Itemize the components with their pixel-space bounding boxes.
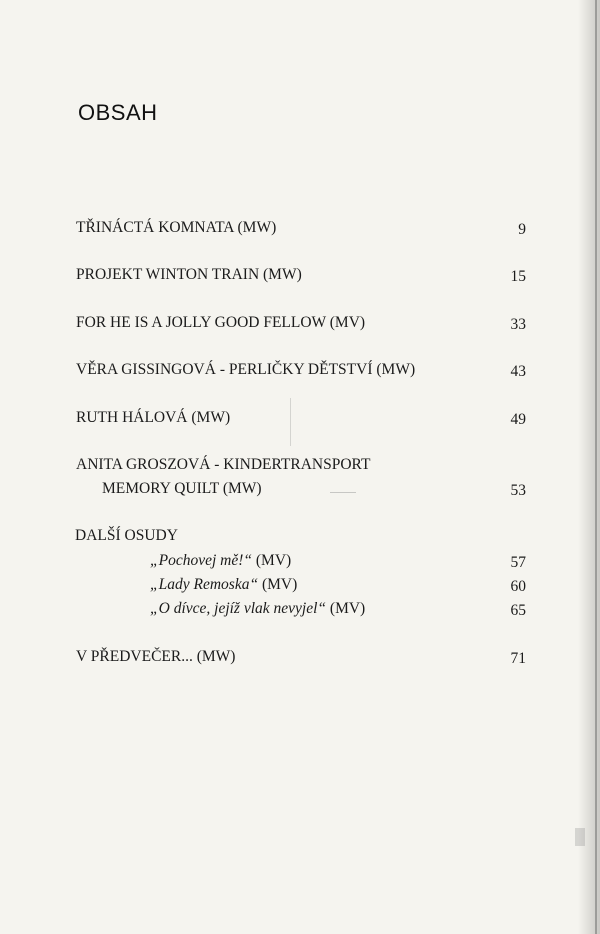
toc-entry-label-continued: MEMORY QUILT (MW)	[102, 480, 262, 497]
toc-subentry-author: (MV)	[252, 552, 292, 569]
toc-page-number: 9	[518, 221, 526, 238]
toc-subentry-author: (MV)	[326, 600, 366, 617]
toc-entry-label: TŘINÁCTÁ KOMNATA (MW)	[76, 219, 277, 236]
toc-page-number: 60	[510, 578, 526, 595]
page-title: OBSAH	[78, 100, 158, 125]
scan-mark	[290, 398, 291, 446]
toc-subentry-author: (MV)	[258, 576, 298, 593]
toc-page-number: 43	[510, 363, 526, 380]
toc-subentry	[150, 599, 365, 619]
toc-entry-label: V PŘEDVEČER... (MW)	[76, 648, 236, 665]
toc-entry	[76, 265, 526, 285]
toc-entry	[76, 408, 526, 428]
toc-entry	[76, 360, 526, 380]
toc-subentry-title: „Pochovej mě!“	[150, 552, 253, 569]
toc-page-number: 15	[510, 268, 526, 285]
toc-entry	[76, 313, 526, 333]
toc-entry-label: PROJEKT WINTON TRAIN (MW)	[76, 266, 302, 283]
page-edge-line	[595, 0, 597, 934]
toc-entry	[76, 647, 526, 667]
toc-page-number: 49	[510, 411, 526, 428]
toc-page-number: 65	[510, 602, 526, 619]
toc-entry-label: ANITA GROSZOVÁ - KINDERTRANSPORT	[76, 456, 371, 473]
toc-section-heading: DALŠÍ OSUDY	[75, 527, 178, 544]
toc-subentry	[150, 575, 297, 595]
scan-mark	[575, 828, 585, 846]
scan-mark	[330, 492, 356, 493]
toc-page-number: 53	[510, 482, 526, 499]
toc-subentry	[150, 551, 291, 571]
toc-page-number: 57	[510, 554, 526, 571]
toc-page-number: 33	[510, 316, 526, 333]
toc-page-number: 71	[510, 650, 526, 667]
toc-entry	[76, 455, 526, 499]
toc-entry-label: RUTH HÁLOVÁ (MW)	[76, 409, 231, 426]
toc-entry-label: FOR HE IS A JOLLY GOOD FELLOW (MV)	[76, 314, 366, 331]
toc-entry-label: VĚRA GISSINGOVÁ - PERLIČKY DĚTSTVÍ (MW)	[76, 361, 416, 378]
toc-entry	[76, 218, 526, 238]
toc-subentry-title: „O dívce, jejíž vlak nevyjel“	[150, 600, 327, 617]
toc-subentry-title: „Lady Remoska“	[150, 576, 259, 593]
